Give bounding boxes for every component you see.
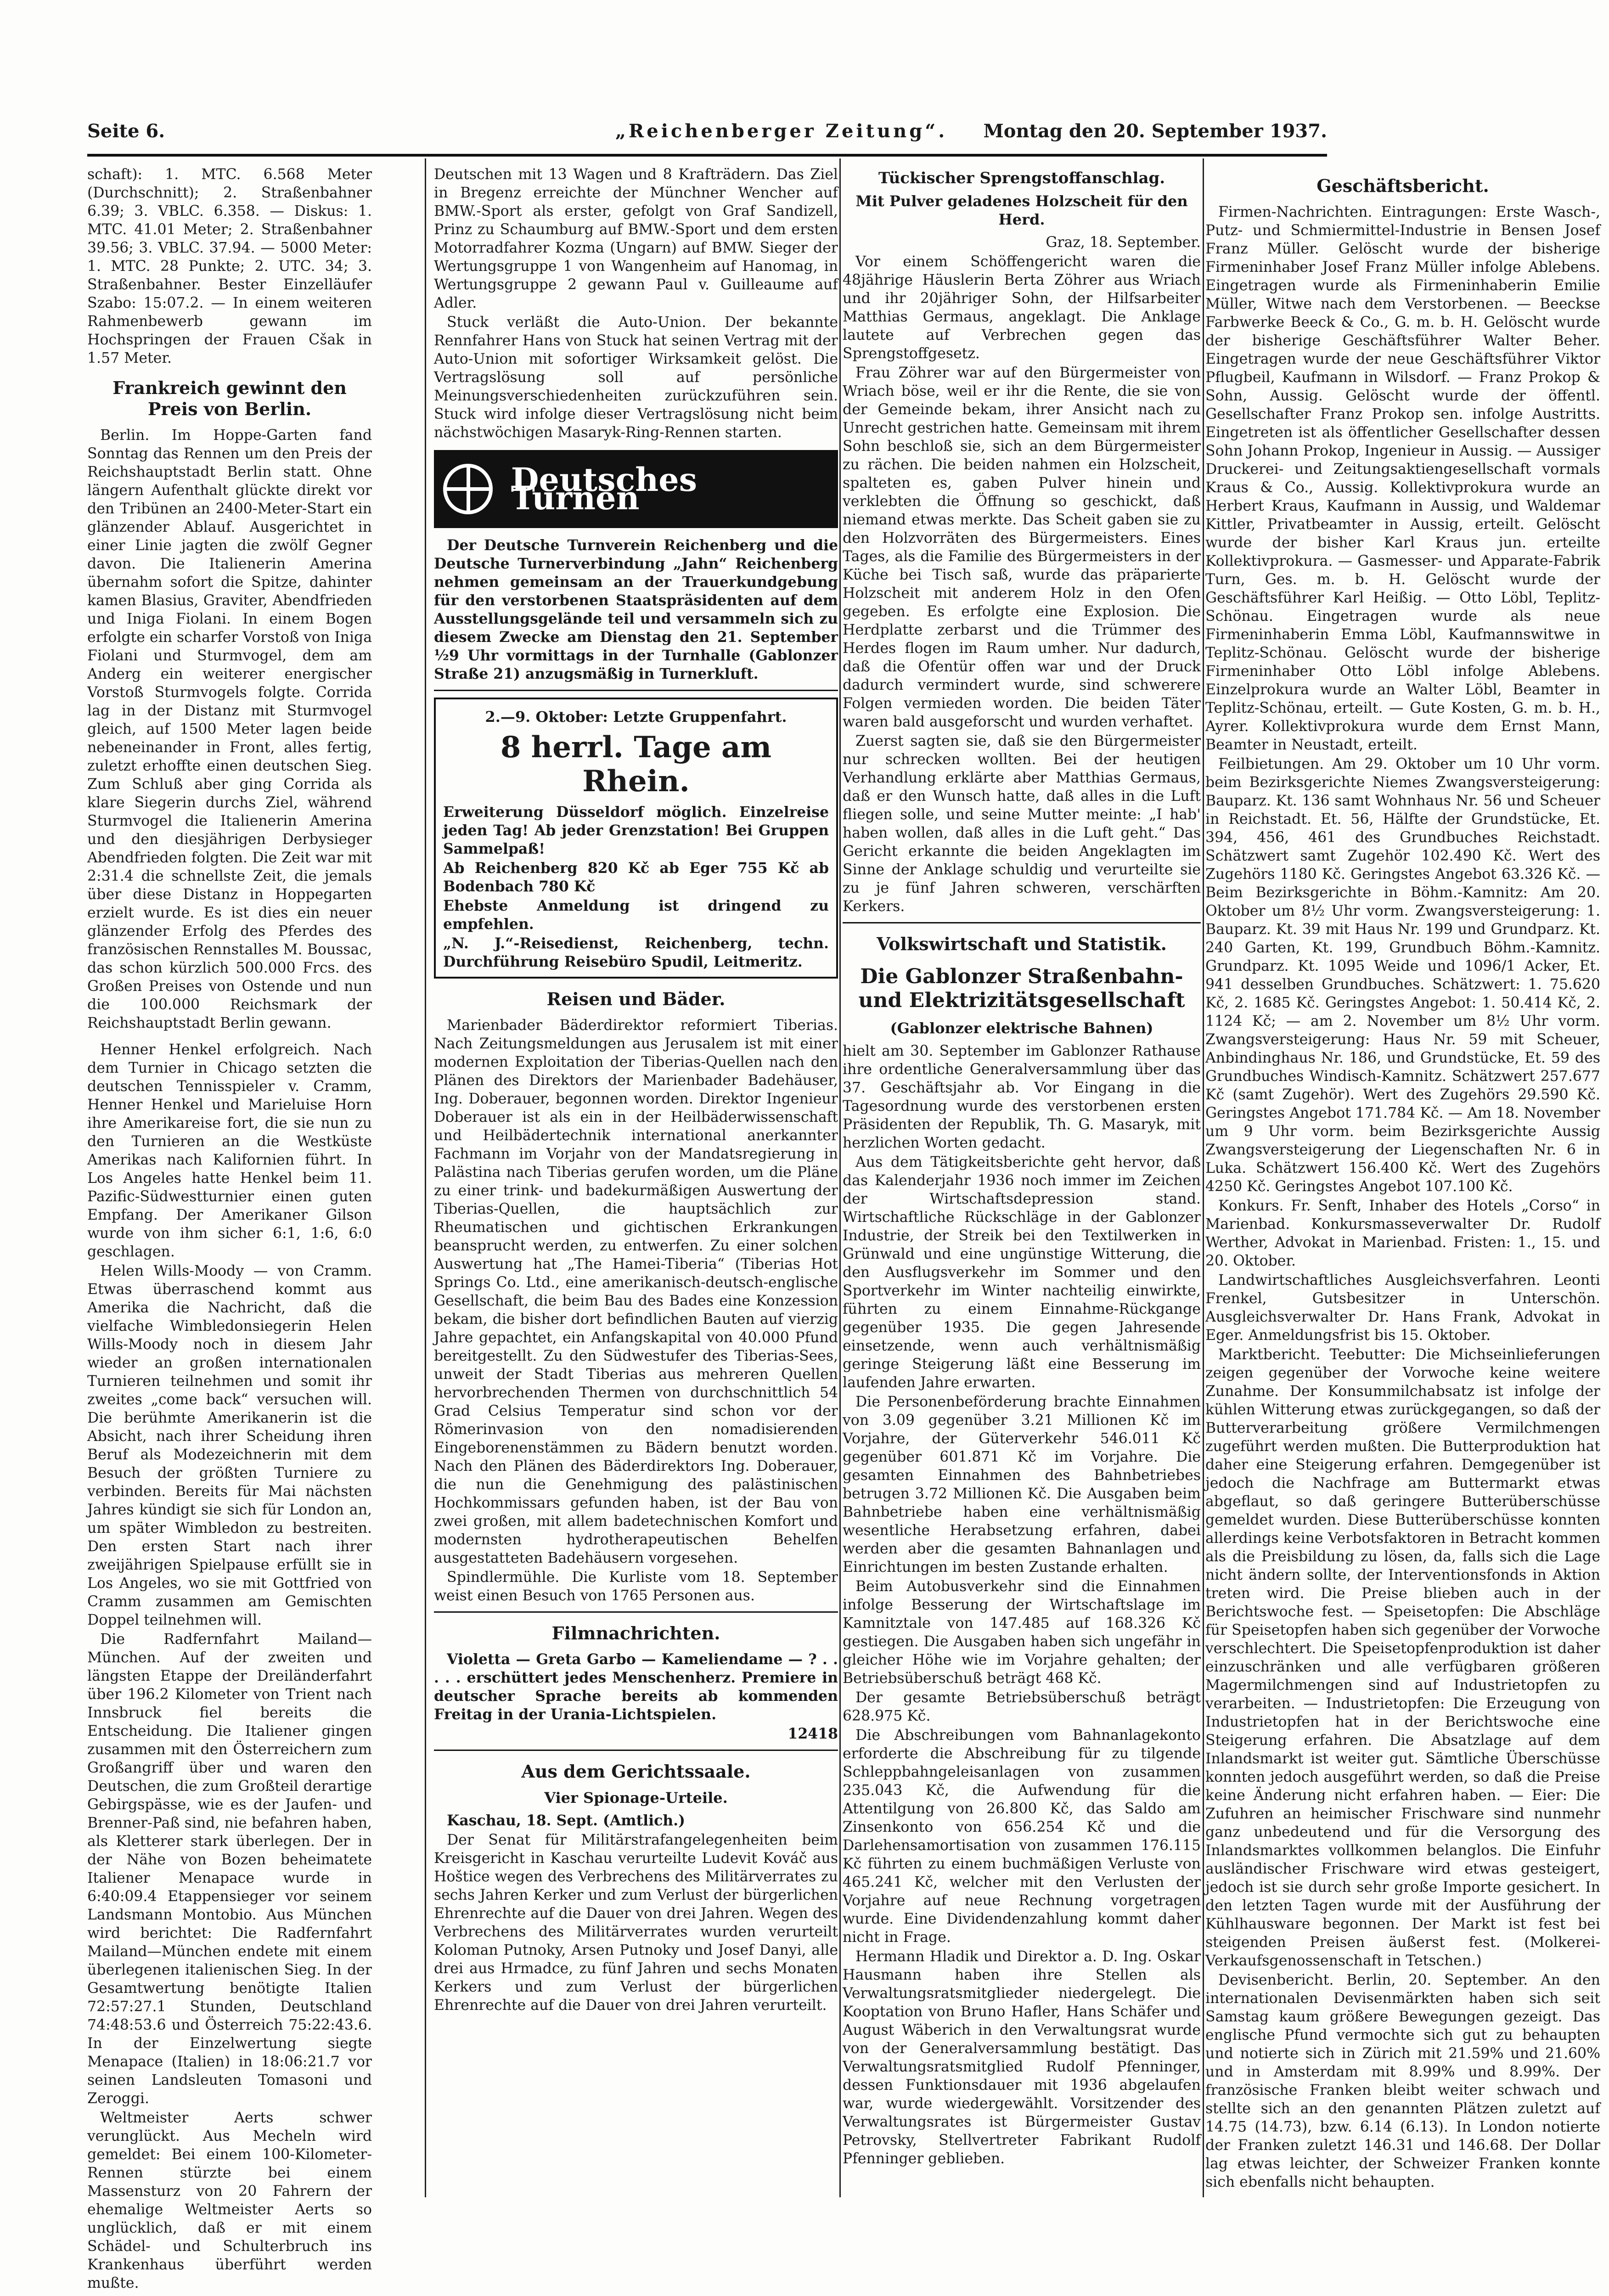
turner-cross-icon: [443, 464, 493, 514]
section-heading-economy: Volkswirtschaft und Statistik.: [877, 934, 1167, 954]
divider: [434, 1611, 838, 1613]
film-notice: Violetta — Greta Garbo — Kameliendame — ? . . . . . erschüttert jedes Menschenherz. Premiere in deutscher Sprache bereits ab kommenden Freitag in der Urania-Lichtspielen.: [434, 1651, 838, 1723]
header-rule: [87, 154, 1327, 157]
column-rule: [425, 158, 426, 2197]
article-text: Frau Zöhrer war auf den Bürgermeister von Wriach böse, weil er ihr die Rente, die sie von der Gemeinde bekam, ihrer Ansicht nach zu Unrecht gestrichen hatte. Gemeinsam mit ihrem Sohn beschloß sie, sich an dem Bürgermeister zu rächen. Die beiden nahmen ein Holzscheit, spalteten es, gaben Pulver hinein und verklebten die Öffnung so geschickt, daß niemand etwas merkte. Das Scheit gaben sie zu den Holzvorräten des Bürgermeisters. Eines Tages, als die Familie des Bürgermeisters in der Küche bei Tisch saß, wurde das präparierte Holzscheit mit anderem Holz in den Ofen gegeben. Es erfolgte eine Explosion. Die Herdplatte zerbarst und die Trümmer des Herdes flogen im Raum umher. Nur dadurch, daß die Ofentür offen war und der Druck dadurch vermindert wurde, sind schwerere Folgen vermieden worden. Die beiden Täter waren bald ausgeforscht und wurden verhaftet.: [843, 365, 1201, 730]
dateline: Kaschau, 18. Sept. (Amtlich.): [447, 1812, 686, 1829]
article-aerts: Weltmeister Aerts schwer verunglückt. Aus Mecheln wird gemeldet: Bei einem 100-Kilometer-Rennen stürzte bei einem Massensturz von 20 Fahrern der ehemalige Weltmeister Aerts so unglücklich, daß er mit einem Schädel- und Schulterbruch ins Krankenhaus überführt werden mußte.: [87, 2110, 372, 2291]
subheadline-holzscheit: Mit Pulver geladenes Holzscheit für den Herd.: [855, 192, 1188, 228]
article-text: schaft): 1. MTC. 6.568 Meter (Durchschnitt); 2. Straßenbahner 6.39; 3. VBLC. 6.358. — Diskus: 1. MTC. 41.01 Meter; 2. Straßenbahner 39.56; 3. VBLC. 37.94. — 5000 Meter: 1. MTC. 28 Punkte; 2. UTC. 34; 3. Straßenbahner. Bester Einzelläufer Szabo: 15:07.2. — In einem weiteren Rahmenbewerb gewann im Hochspringen der Frauen Cšak in 1.57 Meter.: [87, 166, 372, 366]
advert-prices: Ab Reichenberg 820 Kč ab Eger 755 Kč ab Bodenbach 780 Kč: [443, 860, 829, 895]
subheadline-gablonzer: (Gablonzer elektrische Bahnen): [890, 1019, 1153, 1037]
article-text: Deutschen mit 13 Wagen und 8 Krafträdern. Das Ziel in Bregenz erreichte der Münchner Wencher auf BMW.-Sport als erster, gefolgt von Graf Sandizell, Prinz zu Schaumburg auf BMW.-Sport und dem ersten Motorradfahrer Kozma (Ungarn) auf BMW. Sieger der Wertungsgruppe 1 von Wangenheim auf Hanomag, in Wertungsgruppe 2 gewann Paul v. Guilleaume auf Adler.: [434, 166, 838, 311]
page-number: Seite 6.: [87, 120, 165, 142]
advert-organizer: „N. J.“-Reisedienst, Reichenberg, techn. Durchführung Reisebüro Spudil, Leitmeritz.: [443, 935, 829, 970]
advert-text: Erweiterung Düsseldorf möglich. Einzelreise jeden Tag! Ab jeder Grenzstation! Bei Gruppen Sammelpaß!: [443, 804, 829, 857]
article-text: Berlin. Im Hoppe-Garten fand Sonntag das Rennen um den Preis der Reichshauptstadt Berlin statt. Ohne längern Aufenthalt glückte direkt vor den Tribünen an 2400-Meter-Start ein glänzender Ablauf. Ausgerichtet in einer Linie jagten die zwölf Gegner davon. Die Italienerin Amerina übernahm sofort die Spitze, dahinter kamen Blasius, Graviter, Abendfrieden und Iniga Fiolani. In einem Bogen erfolgte ein scharfer Vorstoß von Iniga Fiolani und Sturmvogel, dem am Anderg ein weiterer energischer Vorstoß Sturmvogels folgte. Corrida lag in der Distanz mit Sturmvogel gleich, auf 1500 Meter lagen beide nebeneinander in Front, alles fertig, zuletzt erhoffte einen deutschen Sieg. Zum Schluß aber ging Corrida als klare Siegerin durchs Ziel, während Sturmvogel die Italienerin Amerina und den diesjährigen Derbysieger Abendfrieden folgten. Die Zeit war mit 2:31.4 die schnellste Zeit, die jemals über diese Distanz in Hoppegarten erzielt wurde. Es ist dies ein neuer glänzender Erfolg des Pferdes des französischen Rennstalles M. Boussac, das schon kürzlich 500.000 Frcs. des Großen Preises von Ostende und nun die 100.000 Reichsmark der Reichshauptstadt Berlin gewann.: [87, 427, 372, 1031]
article-text: Beim Autobusverkehr sind die Einnahmen infolge Besserung der Wirtschaftslage im Kamnitztale von 147.485 auf 168.326 Kč gestiegen. Die Ausgaben haben sich ungefähr in gleicher Höhe wie im Vorjahre gehalten; der Betriebsüberschuß beträgt 468 Kč.: [843, 1578, 1201, 1687]
article-ausgleich: Landwirtschaftliches Ausgleichsverfahren. Leonti Frenkel, Gutsbesitzer in Unterschön. Ausgleichsverwalter Dr. Hans Frank, Advokat in Eger. Anmeldungsfrist bis 15. Oktober.: [1205, 1272, 1600, 1344]
article-wills-moody: Helen Wills-Moody — von Cramm. Etwas überraschend kommt aus Amerika die Nachricht, daß die vielfache Wimbledonsiegerin Helen Wills-Moody noch in diesem Jahr wieder an großen internationalen Turnieren teilnehmen und somit ihr zweites „come back“ versuchen will. Die berühmte Amerikanerin ist die Absicht, nach ihrer Scheidung ihren Beruf als Modezeichnerin mit dem Besuch der größten Turniere zu verbinden. Bereits für Mai nächsten Jahres kündigt sie sich für London an, um später Wimbledon zu bestreiten. Den ersten Start nach ihrer zweijährigen Spielpause erfüllt sie in Los Angeles, wo sie mit Gottfried von Cramm zusammen am Gemischten Doppel teilnehmen will.: [87, 1263, 372, 1628]
article-spindlermuehle: Spindlermühle. Die Kurliste vom 18. September weist einen Besuch von 1765 Personen aus.: [434, 1569, 838, 1604]
turnverein-notice: Der Deutsche Turnverein Reichenberg und die Deutsche Turnerverbindung „Jahn“ Reichenberg nehmen gemeinsam an der Trauerkundgebung für den verstorbenen Staatspräsidenten auf dem Ausstellungsgelände teil und versammeln sich zu diesem Zwecke am Dienstag den 21. September ½9 Uhr vormittags in der Turnhalle (Gablonzer Straße 21) anzugsmäßig in Turnerkluft.: [434, 537, 838, 682]
section-heading-business: Geschäftsbericht.: [1316, 175, 1489, 196]
rhine-trip-advert: [434, 698, 838, 979]
dateline: Graz, 18. September.: [1046, 234, 1201, 251]
notice-reference: 12418: [788, 1725, 838, 1742]
article-text: Vor einem Schöffengericht waren die 48jährige Häuslerin Berta Zöhrer aus Wriach und ihr 20jähriger Sohn, der Hilfsarbeiter Matthias Germaus, angeklagt. Die Anklage lautete auf Verbrechen gegen das Sprengstoffgesetz.: [843, 253, 1201, 362]
section-heading-court: Aus dem Gerichtssaale.: [521, 1761, 751, 1782]
headline-france-berlin: Frankreich gewinnt den Preis von Berlin.: [113, 377, 347, 419]
divider: [434, 1750, 838, 1751]
article-marienbad: Marienbader Bäderdirektor reformiert Tiberias. Nach Zeitungsmeldungen aus Jerusalem ist mit einer modernen Exploitation der Tiberias-Quellen nach den Plänen des Direktors der Marienbader Badehäuser, Ing. Doberauer, begonnen worden. Direktor Ingenieur Doberauer ist als ein in der Heilbäderwissenschaft und Heilbädertechnik international anerkannter Fachmann im Vorjahr von der Mandatsregierung in Palästina nach Tiberias gerufen worden, um die Pläne zu einer trink- und badekurmäßigen Auswertung der Tiberias-Quellen, die hauptsächlich zur Rheumatischen und gichtischen Erkrankungen beansprucht werden, zu entwerfen. Zu einer solchen Auswertung hat „The Hamei-Tiberia“ (Tiberias Hot Springs Co. Ltd., eine amerikanisch-deutsch-englische Gesellschaft, die beim Bau des Bades eine Konzession bekam, die bisher dort befindlichen Bauten auf vierzig Jahre gepachtet, ein Anfangskapital von 40.000 Pfund bereitgestellt. Zu den Südwestufer des Tiberias-Sees, unweit der Stadt Tiberias aus mehreren Quellen hervorbrechenden Thermen von durchschnittlich 54 Grad Celsius Temperatur sind schon vor der Römerinvasion von den nomadisierenden Eingeborenenstämmen zu Bädern benutzt worden. Nach den Plänen des Bäderdirektors Ing. Doberauer, die nun die Genehmigung des palästinischen Hochkommissars gefunden haben, ist der Bau von zwei großen, mit allem badetechnischen Komfort und modernsten hydrotherapeutischen Behelfen ausgestatteten Badehäusern vorgesehen.: [434, 1017, 838, 1566]
column-1: [87, 165, 372, 2291]
column-rule: [1203, 158, 1204, 2197]
article-feilbietungen: Feilbietungen. Am 29. Oktober um 10 Uhr vorm. beim Bezirksgerichte Niemes Zwangsversteigerung: Bauparz. Kt. 136 samt Wohnhaus Nr. 56 und Scheuer in Reichstadt. Et. 56, Hälfte der Grundstücke, Et. 394, 456, 461 des Grundbuches Reichstadt. Schätzwert samt Zugehör 102.490 Kč. Wert des Zugehörs 1180 Kč. Geringstes Angebot 63.326 Kč. — Beim Bezirksgerichte in Böhm.-Kamnitz: Am 20. Oktober um 8½ Uhr vorm. Zwangsversteigerung: 1. Bauparz. Kt. 39 mit Haus Nr. 199 und Grundparz. Kt. 240 Garten, Kt. 199, Grundbuch Böhm.-Kamnitz. Grundparz. Kt. 1095 Weide und 1096/1 Acker, Et. 941 desselben Grundbuches. Schätzwert: 1. 75.620 Kč, 2. 1685 Kč. Geringstes Angebot: 1. 50.414 Kč, 2. 1124 Kč; — am 2. November um 8½ Uhr vorm. Zwangsversteigerung: Haus Nr. 59 mit Scheuer, Anbindinghaus Nr. 186, und Grundstücke, Et. 59 des Grundbuches Windisch-Kamnitz. Schätzwert 257.677 Kč (samt Zugehör). Wert des Zugehörs 29.590 Kč. Geringstes Angebot 171.784 Kč. — Am 18. November um 9 Uhr vorm. beim Bezirksgerichte Aussig Zwangsversteigerung der Liegenschaften Nr. 6 in Luka. Schätzwert 156.400 Kč. Wert des Zugehörs 4250 Kč. Geringstes Angebot 107.100 Kč.: [1205, 756, 1600, 1195]
section-heading-travel: Reisen und Bäder.: [546, 989, 726, 1009]
page-header: [87, 120, 1327, 152]
divider: [434, 690, 838, 691]
article-text: Zuerst sagten sie, daß sie den Bürgermeister nur schrecken wollten. Bei der heutigen Verhandlung erklärte aber Matthias Germaus, daß er den Wunsch hatte, daß alles in die Luft fliegen solle, und seine Mutter meinte: „I hab' haben wollen, daß alles in die Luft geht.“ Das Gericht erkannte die beiden Angeklagten im Sinne der Anklage schuldig und verurteilte sie zu je fünf Jahren schweren, verschärften Kerkers.: [843, 733, 1201, 915]
banner-title: Deutsches Turnen: [511, 461, 698, 517]
advert-headline: 8 herrl. Tage am Rhein.: [500, 730, 772, 799]
article-konkurs: Konkurs. Fr. Senft, Inhaber des Hotels „Corso“ in Marienbad. Konkursmasseverwalter Dr. Rudolf Werther, Advokat in Marienbad. Fristen: 1., 15. und 20. Oktober.: [1205, 1198, 1600, 1269]
article-marktbericht: Marktbericht. Teebutter: Die Michseinlieferungen zeigen gegenüber der Vorwoche keine weitere Zunahme. Der Konsummilchabsatz ist infolge der kühlen Witterung etwas zurückgegangen, so daß der Butterverarbeitung größere Vermilchmengen zugeführt werden mußten. Die Butterproduktion hat daher eine Steigerung erfahren. Demgegenüber ist jedoch die Nachfrage am Buttermarkt etwas abgeflaut, so daß geringere Butterüberschüsse gemeldet wurden. Diese Butterüberschüsse konnten allerdings keine Verbotsfaktoren in Betracht kommen als die Preisbildung zu lösen, da, falls sich die Lage nicht ändern sollte, der Interventionsfonds in Aktion treten wird. Die Preise blieben auch in der Berichtswoche fest. — Speisetopfen: Die Abschläge für Speisetopfen haben sich gegenüber der Vorwoche verschlechtert. Die Speisetopfenproduktion ist daher einzuschränken und alle verfügbaren größeren Magermilchmengen sind auf Industrietopfen zu verarbeiten. — Industrietopfen: Die Erzeugung von Industrietopfen hat in der Berichtswoche eine Steigerung erfahren. Die Absatzlage auf dem Inlandsmarkt ist weiter gut. Sämtliche Überschüsse konnten jedoch ausgeführt werden, so daß die Preise keine Änderung nicht erfahren haben. — Eier: Die Zufuhren an heimischer Frischware sind nunmehr ganz unbedeutend und für die Versorgung des Inlandsmarktes vollkommen belanglos. Die Einfuhr ausländischer Frischware wird etwas gesteigert, jedoch ist sie durch sehr große Importe gesichert. In den letzten Tagen wurde mit der Ausführung der Kühlhausware begonnen. Der Markt ist fest bei steigenden Preisen äußerst fest. (Molkerei-Verkaufsgenossenschaft in Tetschen.): [1205, 1346, 1600, 1969]
column-4: [1205, 165, 1600, 2200]
newspaper-title: „Reichenberger Zeitung“.: [615, 120, 948, 142]
article-stuck: Stuck verläßt die Auto-Union. Der bekannte Rennfahrer Hans von Stuck hat seinen Vertrag mit der Auto-Union mit sofortiger Wirksamkeit gelöst. Die Vertragslösung soll auf persönliche Meinungsverschiedenheiten zurückzuführen sein. Stuck wird infolge dieser Vertragslösung nicht beim nächstwöchigen Masaryk-Ring-Rennen starten.: [434, 314, 838, 441]
column-rule: [839, 158, 841, 2197]
article-text: hielt am 30. September im Gablonzer Rathause ihre ordentliche Generalversammlung über das 37. Geschäftsjahr ab. Vor Eingang in die Tagesordnung wurde des verstorbenen ersten Präsidenten der Republik, Th. G. Masaryk, mit herzlichen Worten gedacht.: [843, 1043, 1201, 1151]
divider: [843, 922, 1201, 923]
advert-dates: 2.—9. Oktober: Letzte Gruppenfahrt.: [485, 708, 787, 726]
article-radfernfahrt: Die Radfernfahrt Mailand—München. Auf der zweiten und längsten Etappe der Dreiländerfahrt über 196.2 Kilometer von Trient nach Innsbruck fiel bereits die Entscheidung. Die Italiener gingen zusammen mit den Österreichern zum Großangriff über und waren den Deutschen, die zum Großteil derartige Gebirgspässe, wie es der Jaufen- und Brenner-Paß sind, nie befahren haben, als Kletterer stark überlegen. Der in der Nähe von Bozen beheimatete Italiener Menapace wurde in 6:40:09.4 Etappensieger vor seinem Landsmann Montobio. Aus München wird berichtet: Die Radfernfahrt Mailand—München endete mit einem überlegenen italienischen Sieg. In der Gesamtwertung benötigte Italien 72:57:27.1 Stunden, Deutschland 74:48:53.6 und Österreich 75:22:43.6. In der Einzelwertung siegte Menapace (Italien) in 18:06:21.7 vor seinen Landsleuten Tomasoni und Zeroggi.: [87, 1631, 372, 2107]
article-text: Die Personenbeförderung brachte Einnahmen von 3.09 gegenüber 3.21 Millionen Kč im Vorjahre, der Güterverkehr 546.011 Kč gegenüber 601.871 Kč im Vorjahre. Die gesamten Einnahmen des Bahnbetriebes betrugen 3.72 Millionen Kč. Die Ausgaben beim Bahnbetriebe haben eine verhältnismäßig wesentliche Herabsetzung erfahren, dabei werden aber die gesamten Bahnanlagen und Einrichtungen im besten Zustande erhalten.: [843, 1394, 1201, 1576]
subheadline-spionage: Vier Spionage-Urteile.: [544, 1789, 728, 1806]
deutsches-turnen-banner: [434, 450, 838, 528]
column-2: [434, 165, 838, 2200]
advert-note: Ehebste Anmeldung ist dringend zu empfehlen.: [443, 897, 829, 933]
issue-date: Montag den 20. September 1937.: [983, 120, 1327, 142]
article-text: Hermann Hladik und Direktor a. D. Ing. Oskar Hausmann haben ihre Stellen als Verwaltungsratsmitglieder niedergelegt. Die Kooptation von Bruno Hafler, Hans Schäfer und August Wäberich in den Verwaltungsrat wurde von der Generalversammlung bestätigt. Das Verwaltungsratsmitglied Rudolf Pfenninger, dessen Funktionsdauer mit 1936 abgelaufen war, wurde wiedergewählt. Vorsitzender des Verwaltungsrates ist Bürgermeister Gustav Petrovsky, Stellvertreter Fabrikant Rudolf Pfenninger geblieben.: [843, 1948, 1201, 2167]
article-text: Die Abschreibungen vom Bahnanlagekonto erforderte die Abschreibung für zu tilgende Schleppbahngeleisanlagen von zusammen 235.043 Kč, die Aufwendung für die Attentilgung von 26.800 Kč, das Saldo am Zinsenkonto von 656.254 Kč und die Darlehensamortisation von zusammen 176.115 Kč führten zu einem buchmäßigen Verluste von 465.241 Kč, welcher mit den Verlusten der Vorjahre auf neue Rechnung vorgetragen wurde. Eine Dividendenzahlung kommt daher nicht in Frage.: [843, 1727, 1201, 1946]
article-henkel: Henner Henkel erfolgreich. Nach dem Turnier in Chicago setzten die deutschen Tennisspieler v. Cramm, Henner Henkel und Marieluise Horn ihre Amerikareise fort, die sie nun zu den Turnieren an die Westküste Amerikas nach Kalifornien führt. In Los Angeles hatte Henkel beim 11. Pazific-Südwestturnier einen guten Empfang. Der Amerikaner Gilson wurde von ihm sicher 6:1, 1:6, 6:0 geschlagen.: [87, 1041, 372, 1260]
article-firmen: Firmen-Nachrichten. Eintragungen: Erste Wasch-, Putz- und Schmiermittel-Industrie in Bensen Josef Franz Müller. Gelöscht wurde der bisherige Firmeninhaber Josef Franz Müller infolge Ablebens. Eingetragen wurde als Firmeninhaberin Emilie Müller, Witwe nach dem Verstorbenen. — Beeckse Farbwerke Beeck & Co., G. m. b. H. Gelöscht wurde der bisherige Geschäftsführer Walter Beher. Eingetragen wurde der neue Geschäftsführer Viktor Pflugbeil, Kaufmann in Wilsdorf. — Franz Prokop & Sohn, Aussig. Gelöscht wurde der öffentl. Gesellschafter Franz Prokop sen. infolge Austritts. Eingetreten ist als öffentlicher Gesellschafter dessen Sohn Johann Prokop, Ingenieur in Aussig. — Aussiger Druckerei- und Zeitungsaktiengesellschaft vormals Kraus & Co., Aussig. Kollektivprokura wurde an Herbert Kraus, Kaufmann in Aussig, und Waldemar Kittler, Privatbeamter in Aussig, erteilt. Gelöscht wurde der bisher Karl Kraus jun. erteilte Kollektivprokura. — Gasmesser- und Apparate-Fabrik Turn, Ges. m. b. H. Gelöscht wurde der Geschäftsführer Karl Heißig. — Otto Löbl, Teplitz-Schönau. Eingetragen wurde als neue Firmeninhaberin Emma Löbl, Kaufmannswitwe in Teplitz-Schönau. Gelöscht wurde der bisherige Firmeninhaber Otto Löbl infolge Ablebens. Einzelprokura wurde an Walter Löbl, Beamter in Teplitz-Schönau, erteilt. — Gute Kosten, G. m. b. H., Ayrer. Kollektivprokura wurde dem Ernst Mann, Beamter in Neustadt, erteilt.: [1205, 204, 1600, 753]
article-text: Der gesamte Betriebsüberschuß beträgt 628.975 Kč.: [843, 1689, 1201, 1724]
headline-gablonzer-strassenbahn: Die Gablonzer Straßenbahn- und Elektrizitätsgesellschaft: [858, 965, 1185, 1012]
column-3: [843, 165, 1201, 2200]
article-text: Aus dem Tätigkeitsberichte geht hervor, daß das Kalenderjahr 1936 noch immer im Zeichen der Wirtschaftsdepression stand. Wirtschaftliche Rückschläge in der Gablonzer Industrie, der Streik bei den Textilwerken in Grünwald und eine ungünstige Witterung, die den Ausflugsverkehr im Sommer und den Sportverkehr im Winter nachteilig einwirkte, führten zu einem Einnahme-Rückgange gegenüber 1935. Die gegen Jahresende einsetzende, wenn auch verhältnismäßig geringe Steigerung läßt eine Besserung im laufenden Jahre erwarten.: [843, 1154, 1201, 1391]
article-spionage: Der Senat für Militärstrafangelegenheiten beim Kreisgericht in Kaschau verurteilte Ludevit Kováč aus Hoštice wegen des Verbrechens des Militärverrates zu sechs Jahren Kerker und zum Verlust der bürgerlichen Ehrenrechte auf die Dauer von drei Jahren. Wegen des Verbrechens des Militärverrates wurden verurteilt Koloman Putnoky, Arsen Putnoky und Josef Danyi, alle drei aus Hrmadce, zu fünf Jahren und sechs Monaten Kerkers und zum Verlust der bürgerlichen Ehrenrechte auf die Dauer von drei Jahren verurteilt.: [434, 1832, 838, 2014]
article-devisen: Devisenbericht. Berlin, 20. September. An den internationalen Devisenmärkten haben sich seit Samstag kaum größere Bewegungen gezeigt. Das englische Pfund vermochte sich gut zu behaupten und notierte sich in Zürich mit 21.59% und 21.60% und in Amsterdam mit 8.99% und 8.99%. Der französische Franken bleibt weiter schwach und stellte sich an den genannten Plätzen zuletzt auf 14.75 (14.73), bzw. 6.14 (6.13). In London notierte der Franken zuletzt 146.31 und 146.68. Der Dollar lag etwas leichter, der Schweizer Franken konnte sich ebenfalls nicht behaupten.: [1205, 1972, 1600, 2190]
headline-sprengstoff: Tückischer Sprengstoffanschlag.: [878, 169, 1165, 187]
section-heading-film: Filmnachrichten.: [551, 1623, 720, 1643]
